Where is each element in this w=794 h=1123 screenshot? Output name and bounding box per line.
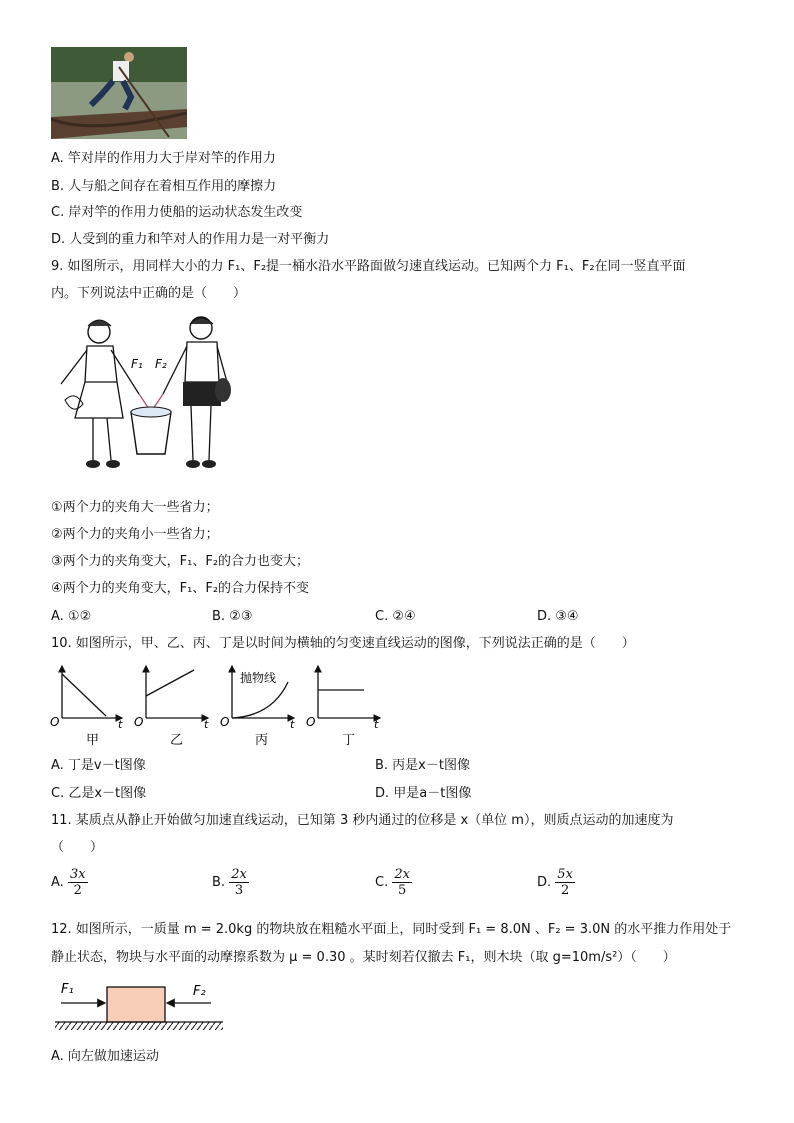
q12-option-a: A. 向左做加速运动	[51, 1049, 159, 1064]
q11-option-a-num: 3x	[69, 867, 86, 882]
graph-yi-origin: O	[134, 715, 144, 729]
q11-option-c	[375, 867, 412, 898]
graph-ding-axis: t	[374, 718, 379, 731]
graph-bing-label: 丙	[255, 733, 269, 748]
graph-ding	[306, 666, 380, 748]
q11-option-a-letter: A.	[51, 875, 64, 890]
q9-stem-line1: 9. 如图所示，用同样大小的力 F₁、F₂提一桶水沿水平路面做匀速直线运动。已知两个力 F₁、F₂在同一竖直平面	[51, 259, 686, 274]
q9-f1-label: F₁	[131, 357, 143, 371]
q9-option-d: D. ③④	[537, 609, 579, 624]
graph-jia-origin: O	[50, 715, 60, 729]
q10-option-b: B. 丙是x－t图像	[375, 758, 470, 773]
q11-option-a-den: 2	[73, 883, 82, 898]
q9-statement-4: ④两个力的夹角变大，F₁、F₂的合力保持不变	[51, 581, 310, 596]
q9-statement-1: ①两个力的夹角大一些省力；	[51, 500, 219, 515]
q12-stem-line2: 静止状态，物块与水平面的动摩擦系数为 μ = 0.30 。某时刻若仅撤去 F₁，则木块（取 g=10m/s²）（ ）	[51, 950, 676, 965]
q12-f1-label: F₁	[61, 982, 74, 997]
q11-stem-line2: （ ）	[51, 840, 104, 855]
graph-bing-origin: O	[220, 715, 230, 729]
block	[107, 987, 165, 1022]
q9-option-a: A. ①②	[51, 609, 92, 624]
q9-f2-label: F₂	[155, 357, 167, 371]
graph-jia-label: 甲	[86, 733, 100, 748]
graph-yi-axis: t	[204, 718, 209, 731]
graph-ding-label: 丁	[342, 733, 356, 748]
graph-ding-origin: O	[306, 715, 316, 729]
q11-option-d	[537, 867, 575, 898]
q11-option-a	[51, 867, 88, 898]
graph-yi	[134, 666, 209, 748]
q11-option-b-num: 2x	[231, 867, 247, 882]
q9-stem-line2: 内。下列说法中正确的是（ ）	[51, 286, 247, 301]
graph-bing-axis: t	[290, 718, 295, 731]
q9-statement-2: ②两个力的夹角小一些省力；	[51, 527, 219, 542]
graph-jia-axis: t	[118, 718, 123, 731]
q11-option-b-letter: B.	[212, 875, 226, 890]
q10-stem: 10. 如图所示，甲、乙、丙、丁是以时间为横轴的匀变速直线运动的图像，下列说法正确的是（ ）	[51, 636, 635, 651]
q9-option-c: C. ②④	[375, 609, 416, 624]
q11-option-d-letter: D.	[537, 875, 552, 890]
q11-stem-line1: 11. 某质点从静止开始做匀加速直线运动，已知第 3 秒内通过的位移是 x（单位 m），则质点运动的加速度为	[51, 813, 674, 828]
q11-option-b-den: 3	[234, 883, 244, 898]
graph-bing	[220, 666, 295, 748]
q12-stem-line1: 12. 如图所示，一质量 m = 2.0kg 的物块放在粗糙水平面上，同时受到 F₁ = 8.0N 、F₂ = 3.0N 的水平推力作用处于	[51, 922, 732, 937]
graph-yi-label: 乙	[170, 733, 184, 748]
q10-graphs	[48, 660, 388, 750]
q11-option-c-letter: C.	[375, 875, 389, 890]
boat-photo	[51, 47, 187, 139]
q8-option-b: B. 人与船之间存在着相互作用的摩擦力	[51, 179, 277, 194]
q10-option-a: A. 丁是v－t图像	[51, 758, 146, 773]
q10-option-d: D. 甲是a－t图像	[375, 786, 472, 801]
q11-option-d-den: 2	[560, 883, 570, 898]
q12-f2-label: F₂	[193, 984, 206, 999]
q9-figure	[51, 312, 236, 487]
graph-jia	[50, 666, 123, 748]
q8-option-c: C. 岸对竿的作用力使船的运动状态发生改变	[51, 205, 303, 220]
q11-option-c-den: 5	[398, 883, 407, 898]
q11-option-c-num: 2x	[394, 867, 410, 882]
q9-statement-3: ③两个力的夹角变大，F₁、F₂的合力也变大；	[51, 554, 310, 569]
q11-option-d-num: 5x	[557, 867, 573, 882]
q12-figure	[51, 977, 231, 1039]
q10-option-c: C. 乙是x－t图像	[51, 786, 147, 801]
q11-option-b	[212, 867, 249, 898]
q8-option-d: D. 人受到的重力和竿对人的作用力是一对平衡力	[51, 232, 330, 247]
graph-bing-note: 抛物线	[240, 671, 277, 685]
q8-option-a: A. 竿对岸的作用力大于岸对竿的作用力	[51, 151, 276, 166]
q9-option-b: B. ②③	[212, 609, 253, 624]
